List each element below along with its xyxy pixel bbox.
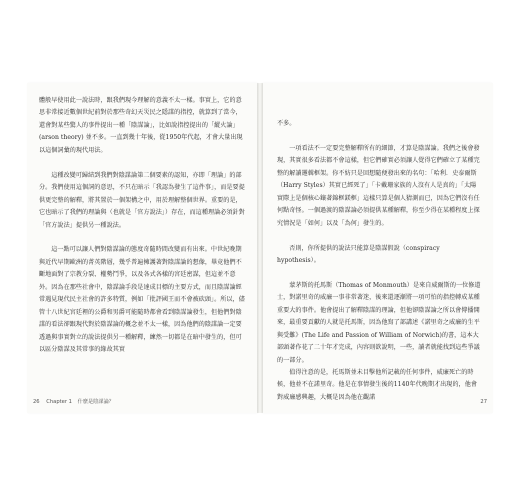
right-page-body xyxy=(277,118,481,404)
chapter-title: 什麼是陰謀論？ xyxy=(77,399,114,405)
paragraph: 蒙茅斯的托馬斯（Thomas of Monmouth）是來自威爾斯的一位修道士，對諾里奇的威廉一事非常著迷，後來還逐漸將一項可怕的指控轉成某種重要大的事件。他會提出了解釋陰謀的理論，但他卻陰謀論之所以會傳播開來，最重要貢獻的人就是托馬斯，因為他寫了部講述《諾里奇之威廉的生平與受難》(The Life and Passion of William of Norwich)的書，這本大部頭著作花了二十年才完成，內容則欲說明，一些，讀者就能找到這些爭議的一部分。 xyxy=(277,281,481,364)
page-number: 27 xyxy=(480,399,487,405)
chapter-label: Chapter 1 xyxy=(46,399,72,405)
right-page xyxy=(263,83,493,413)
paragraph: 體般早使用此一說法時，跟我們現今理解的意義不太一樣。事實上，它的意思非常接近數個世紀前對於那些奇幻天災民之隱謀的指控，就算到了當今，還會對某些驚人的事件提出一種「陰謀論」，比如說指控提出的「縱火論」(arson theory) 並不多。一直到幾十年後，從1950年代起，才會大量出現以這個詞彙的現代用法。 xyxy=(39,97,243,154)
paragraph: 值得注意的是，托馬斯並未目擊他所記載的任何事件，威廉死亡的時候，他並不在諾里奇。他是在事情發生後的1140年代晚期才出現的，他會對威廉感興趣，大概是因為他在觀諾 xyxy=(277,369,478,401)
paragraph: 這一點可以讓人們對陰謀論的態度奇隨時間改變而有出來。中世紀晚期與近代早期歐洲的菁英階層，幾乎普遍擁護著對陰謀論的想像，畢竟他們不斷地面對了宗教分裂、權勢鬥爭，以及各式各樣的宮廷密謀，但這並不意外。因為在那些社會中，陰謀論手段是達成目標的主要方式，而且陰謀論經常遇見現代民主社會的許多特質，例如「批評國王而不會被砍頭」。所以，儘管十八世紀宮廷裡的公爵和男爵可能隨時都會看到陰謀論發生，但他們對陰謀的看法卻跟現代對於陰謀論的概念並不太一樣，因為他們的陰謀論一定要透過與事實對立的說法提供另一種解釋，練然一切都是在暗中發生的，但可以區分陰謀及其常事的緣故其實 xyxy=(39,246,245,354)
left-page-footer xyxy=(33,398,114,405)
right-page-footer xyxy=(480,399,487,405)
page-number: 26 xyxy=(33,399,40,405)
paragraph: 不多。 xyxy=(277,120,296,127)
paragraph: 否則，你所提供的說法只能算是陰謀假說（conspiracy hypothesis）。 xyxy=(277,244,440,264)
paragraph: 一項看法不一定要完整解釋所有的細節，才算是陰謀論。我們之後會發現，其實很多看法都不會這樣，但它們確實必須讓人覺得它們確立了某種完整的解讀邏輯框架。你不妨只是回想隨便發出來的名句：「哈利．史泰爾斯（Harry Styles）其實已經死了」「卡戴珊家族的人沒有人是真的」「太陽實際上是個核心鑲著錦框鎂框」這樣只算是個人猜測而已，因為它們沒有任何點奇怪。一個過渡的陰謀論必須提供某種解釋，你至少得在某種程度上探究情況是「如何」以及「為何」發生的。 xyxy=(277,144,480,227)
left-page xyxy=(27,83,257,413)
left-page-body xyxy=(39,95,245,356)
paragraph: 這種改變可歸結到我們對陰謀論第二個要素的認知，亦即「理論」的部分。我們使用這個詞的意思，不只在暗示「我認為發生了這件事」，而是要提供更完整的解釋，將其置於一個架構之中，用於理解整個世界。重要的是，它也暗示了我們的理論與（也就是「官方說法」）存在，而這種理論必須針對「官方說法」提供另一種說法。 xyxy=(39,171,245,229)
